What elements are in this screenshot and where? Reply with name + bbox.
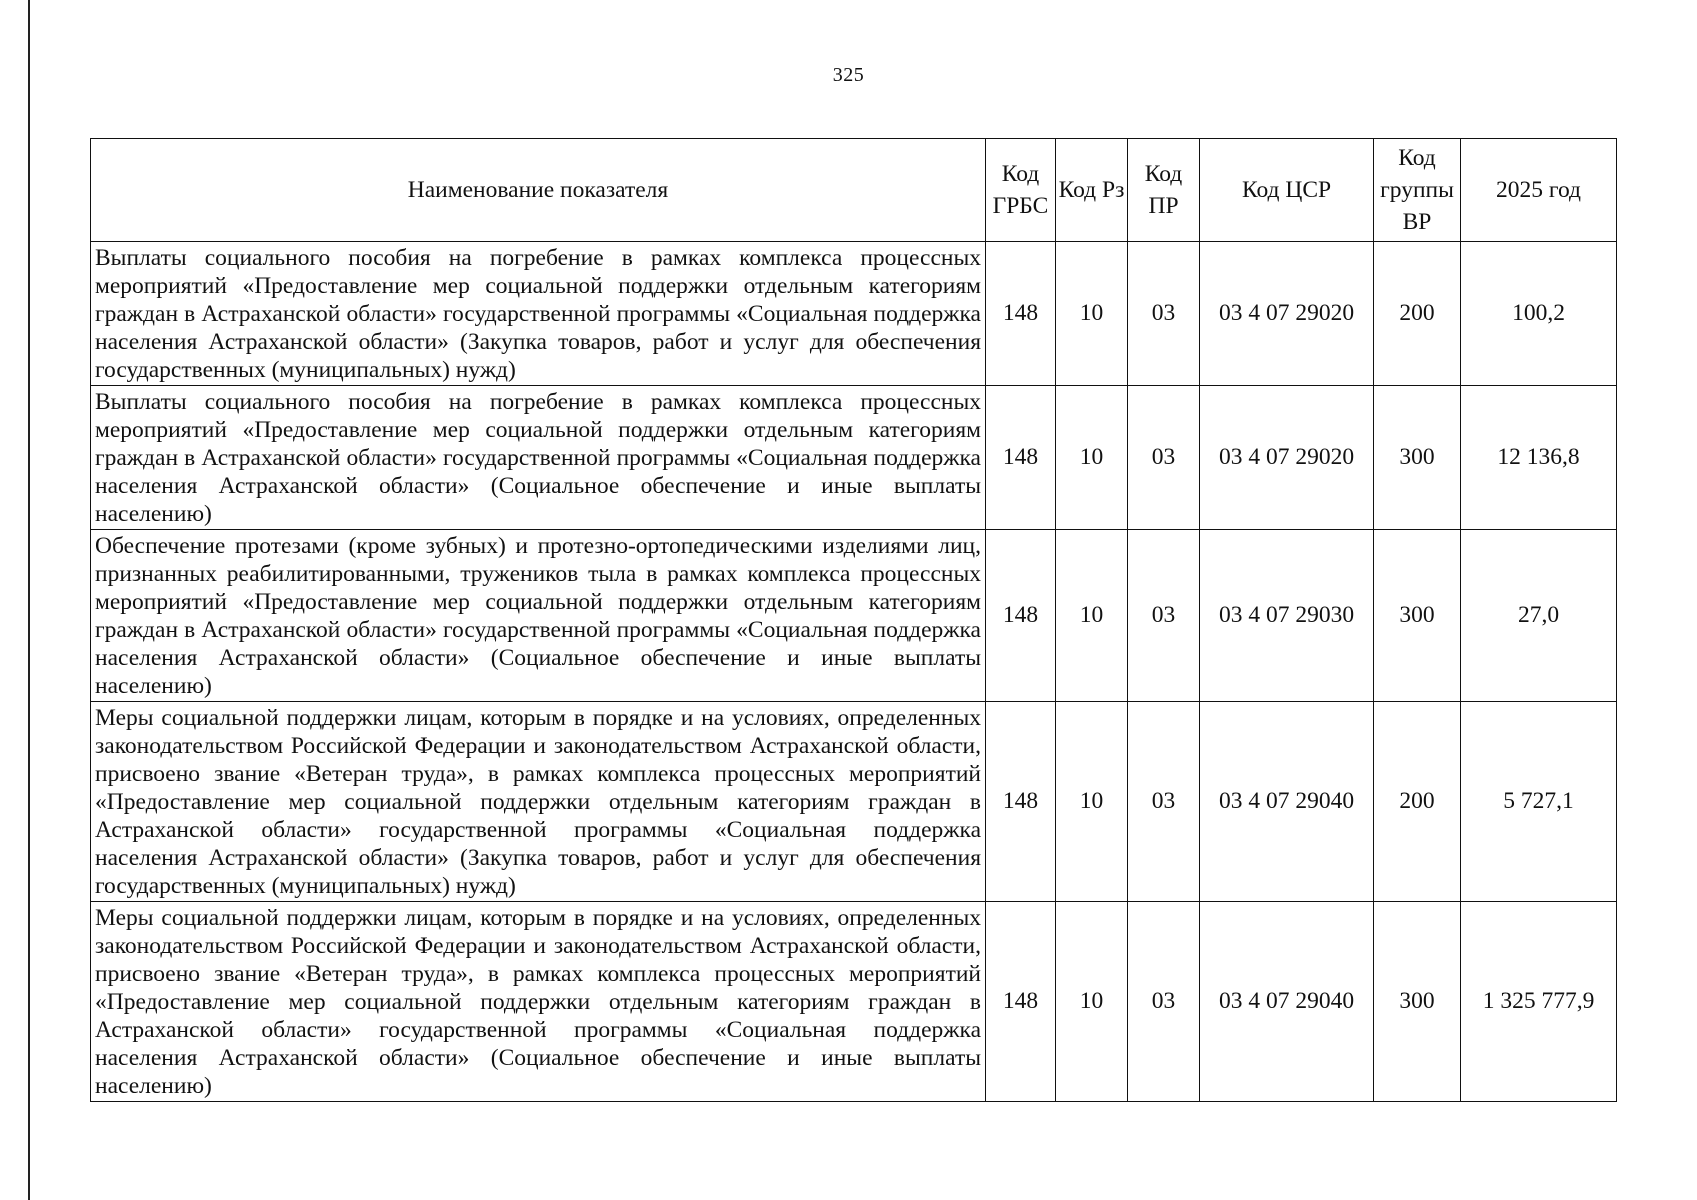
row-grbs-cell: 148: [986, 386, 1056, 530]
row-amount-cell: 1 325 777,9: [1461, 902, 1617, 1102]
row-amount-cell: 27,0: [1461, 530, 1617, 702]
table-header: [91, 139, 1617, 242]
row-grbs-cell: 148: [986, 902, 1056, 1102]
header-name: Наименование показателя: [91, 139, 986, 242]
table-row: [91, 242, 1617, 386]
row-name-cell: Меры социальной поддержки лицам, которым в порядке и на условиях, определенных законодательством Российской Федерации и законодательством Астраханской области, присвоено звание «Ветеран труда», в рамках комплекса процессных мероприятий «Предоставление мер социальной поддержки отдельным категориям граждан в Астраханской области» государственной программы «Социальная поддержка населения Астраханской области» (Закупка товаров, работ и услуг для обеспечения государственных (муниципальных) нужд): [91, 702, 986, 902]
page-number: 325: [832, 64, 865, 86]
table-row: [91, 902, 1617, 1102]
header-csr: Код ЦСР: [1200, 139, 1374, 242]
row-csr-cell: 03 4 07 29040: [1200, 902, 1374, 1102]
row-amount-cell: 5 727,1: [1461, 702, 1617, 902]
header-grbs: Код ГРБС: [986, 139, 1056, 242]
table-row: [91, 702, 1617, 902]
row-vr-cell: 200: [1374, 242, 1461, 386]
row-csr-cell: 03 4 07 29030: [1200, 530, 1374, 702]
row-grbs-cell: 148: [986, 530, 1056, 702]
row-name-cell: Выплаты социального пособия на погребение в рамках комплекса процессных мероприятий «Предоставление мер социальной поддержки отдельным категориям граждан в Астраханской области» государственной программы «Социальная поддержка населения Астраханской области» (Закупка товаров, работ и услуг для обеспечения государственных (муниципальных) нужд): [91, 242, 986, 386]
row-rz-cell: 10: [1056, 902, 1128, 1102]
row-grbs-cell: 148: [986, 702, 1056, 902]
row-vr-cell: 300: [1374, 530, 1461, 702]
row-grbs-cell: 148: [986, 242, 1056, 386]
budget-table: [90, 138, 1617, 1102]
row-rz-cell: 10: [1056, 242, 1128, 386]
row-csr-cell: 03 4 07 29020: [1200, 242, 1374, 386]
row-pr-cell: 03: [1128, 902, 1200, 1102]
row-csr-cell: 03 4 07 29020: [1200, 386, 1374, 530]
header-pr: Код ПР: [1128, 139, 1200, 242]
row-vr-cell: 200: [1374, 702, 1461, 902]
row-name-cell: Обеспечение протезами (кроме зубных) и протезно-ортопедическими изделиями лиц, признанных реабилитированными, тружеников тыла в рамках комплекса процессных мероприятий «Предоставление мер социальной поддержки отдельным категориям граждан в Астраханской области» государственной программы «Социальная поддержка населения Астраханской области» (Социальное обеспечение и иные выплаты населению): [91, 530, 986, 702]
row-vr-cell: 300: [1374, 386, 1461, 530]
row-pr-cell: 03: [1128, 702, 1200, 902]
row-pr-cell: 03: [1128, 386, 1200, 530]
table-body: [91, 242, 1617, 1102]
row-amount-cell: 100,2: [1461, 242, 1617, 386]
header-row: [91, 139, 1617, 242]
row-pr-cell: 03: [1128, 530, 1200, 702]
row-vr-cell: 300: [1374, 902, 1461, 1102]
table-row: [91, 386, 1617, 530]
table-row: [91, 530, 1617, 702]
row-rz-cell: 10: [1056, 530, 1128, 702]
row-pr-cell: 03: [1128, 242, 1200, 386]
header-vr: Код группы ВР: [1374, 139, 1461, 242]
header-rz: Код Рз: [1056, 139, 1128, 242]
row-rz-cell: 10: [1056, 702, 1128, 902]
row-name-cell: Меры социальной поддержки лицам, которым в порядке и на условиях, определенных законодательством Российской Федерации и законодательством Астраханской области, присвоено звание «Ветеран труда», в рамках комплекса процессных мероприятий «Предоставление мер социальной поддержки отдельным категориям граждан в Астраханской области» государственной программы «Социальная поддержка населения Астраханской области» (Социальное обеспечение и иные выплаты населению): [91, 902, 986, 1102]
row-rz-cell: 10: [1056, 386, 1128, 530]
header-year: 2025 год: [1461, 139, 1617, 242]
scan-left-edge-line: [28, 0, 30, 1200]
row-name-cell: Выплаты социального пособия на погребение в рамках комплекса процессных мероприятий «Предоставление мер социальной поддержки отдельным категориям граждан в Астраханской области» государственной программы «Социальная поддержка населения Астраханской области» (Социальное обеспечение и иные выплаты населению): [91, 386, 986, 530]
row-amount-cell: 12 136,8: [1461, 386, 1617, 530]
row-csr-cell: 03 4 07 29040: [1200, 702, 1374, 902]
